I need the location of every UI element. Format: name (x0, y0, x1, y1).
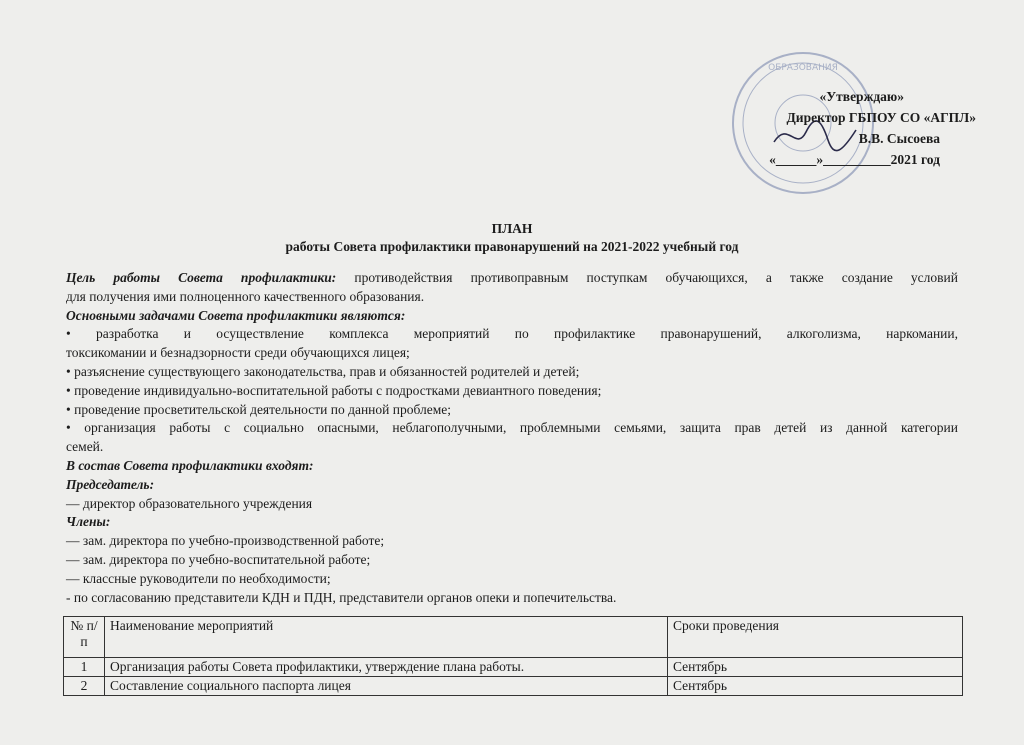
table-row (64, 677, 963, 696)
stamp-text: ОБРАЗОВАНИЯ (768, 63, 838, 73)
header-number: № п/п (64, 617, 105, 658)
task-4: • проведение просветительской деятельности по данной проблеме; (66, 401, 452, 417)
composition-heading: В состав Совета профилактики входят: (66, 457, 314, 473)
goal-label: Цель работы Совета профилактики: (66, 270, 337, 285)
plan-body (66, 269, 958, 607)
header-event-name: Наименование мероприятий (105, 617, 668, 658)
task-5-line-1: • организация работы с социально опасными, неблагополучными, проблемными семьями, защита прав детей из данной категории (66, 420, 958, 436)
task-2: • разъяснение существующего законодательства, прав и обязанностей родителей и детей; (66, 363, 580, 379)
chair-item: — директор образовательного учреждения (66, 495, 313, 511)
plan-subtitle: работы Совета профилактики правонарушений на 2021-2022 учебный год (285, 239, 739, 254)
header-dates: Сроки проведения (668, 617, 963, 658)
tasks-heading: Основными задачами Совета профилактики являются: (66, 307, 406, 323)
members-label: Члены: (66, 514, 111, 530)
goal-line-2: для получения ими полноценного качественного образования. (66, 288, 425, 304)
task-3: • проведение индивидуально-воспитательной работы с подростками девиантного поведения; (66, 382, 602, 398)
task-1-line-1: • разработка и осуществление комплекса мероприятий по профилактике правонарушений, алкоголизма, наркомании, (66, 326, 958, 342)
row-event-name: Организация работы Совета профилактики, утверждение плана работы. (105, 658, 668, 677)
approval-block (706, 86, 976, 170)
goal-line-1 (66, 269, 958, 288)
plan-title: ПЛАН (491, 221, 533, 236)
row-event-name: Составление социального паспорта лицея (105, 677, 668, 696)
row-number: 1 (64, 658, 105, 677)
goal-text-1: противодействия противоправным поступкам обучающихся, а также создание условий (354, 270, 958, 285)
task-1-line-2: токсикомании и безнадзорности среди обучающихся лицея; (66, 345, 410, 361)
row-date: Сентябрь (668, 677, 963, 696)
member-2: — зам. директора по учебно-воспитательной работе; (66, 551, 371, 567)
chair-label: Председатель: (66, 476, 155, 492)
table-row (64, 658, 963, 677)
approval-director-name: В.В. Сысоева (858, 131, 940, 146)
member-1: — зам. директора по учебно-производственной работе; (66, 533, 385, 549)
row-date: Сентябрь (668, 658, 963, 677)
member-3: — классные руководители по необходимости; (66, 570, 331, 586)
approval-position: Директор ГБПОУ СО «АГПЛ» (786, 110, 976, 125)
member-4: - по согласованию представители КДН и ПДН, представители органов опеки и попечительства. (66, 589, 617, 605)
table-header-row (64, 617, 963, 658)
row-number: 2 (64, 677, 105, 696)
approval-heading: «Утверждаю» (819, 89, 904, 104)
approval-date: «______»__________2021 год (769, 152, 940, 167)
events-table (63, 616, 963, 696)
task-5-line-2: семей. (66, 439, 104, 455)
